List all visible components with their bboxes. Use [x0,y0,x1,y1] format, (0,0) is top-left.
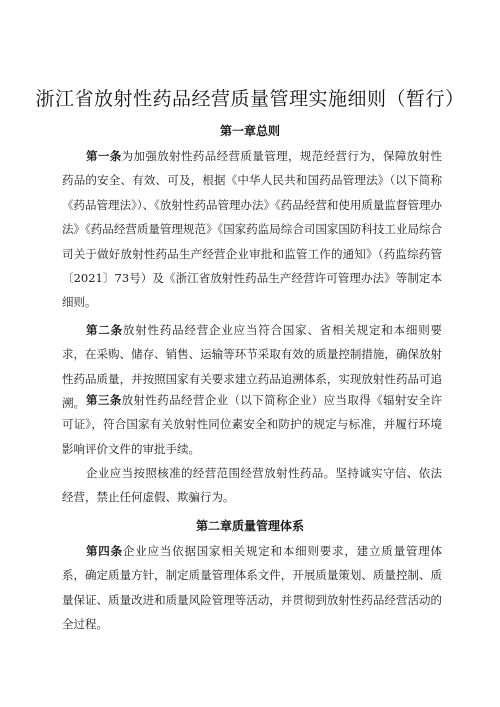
article-3 [62,388,442,461]
article-3-text: 放射性药品经营企业（以下简称企业）应当取得《辐射安全许可证》，符合国家有关放射性同位素安全和防护的规定与标准，并履行环境影响评价文件的审批手续。 [62,393,442,456]
article-1 [62,144,442,315]
article-4 [62,539,442,637]
article-3-continuation: 企业应当按照核准的经营范围经营放射性药品。坚持诚实守信、依法经营，禁止任何虚假、欺骗行为。 [62,466,442,505]
article-3-label: 第三条 [86,393,122,407]
article-4-label: 第四条 [86,544,123,558]
chapter-heading-2: 第二章质量管理体系 [195,519,304,533]
chapter-heading-1: 第一章总则 [219,124,280,138]
article-1-text: 为加强放射性药品经营质量管理，规范经营行为，保障放射性药品的安全、有效、可及，根据《中华人民共和国药品管理法》（以下简称《药品管理法》）、《放射性药品管理办法》《药品经营和使用质量监督管理办法》《药品经营质量管理规范》《国家药监局综合司国家国防科技工业局综合司关于做好放射性药品生产经营企业审批和监管工作的通知》（药监综药管〔2021〕73号）及《浙江省放射性药品生产经营许可管理办法》等制定本细则。 [62,149,442,310]
article-2-label: 第二条 [86,323,123,337]
article-1-label: 第一条 [86,149,122,163]
article-2-text: 放射性药品经营企业应当符合国家、省相关规定和本细则要求，在采购、储存、销售、运输等环节采取有效的质量控制措施，确保放射性药品质量，并按照国家有关要求建立药品追溯体系，实现放射性药品可追溯。 [62,323,443,411]
document-title: 浙江省放射性药品经营质量管理实施细则（暂行） [35,88,465,110]
article-4-text: 企业应当依据国家相关规定和本细则要求，建立质量管理体系，确定质量方针，制定质量管理体系文件，开展质量策划、质量控制、质量保证、质量改进和质量风险管理等活动，并贯彻到放射性药品经营活动的全过程。 [62,544,443,632]
